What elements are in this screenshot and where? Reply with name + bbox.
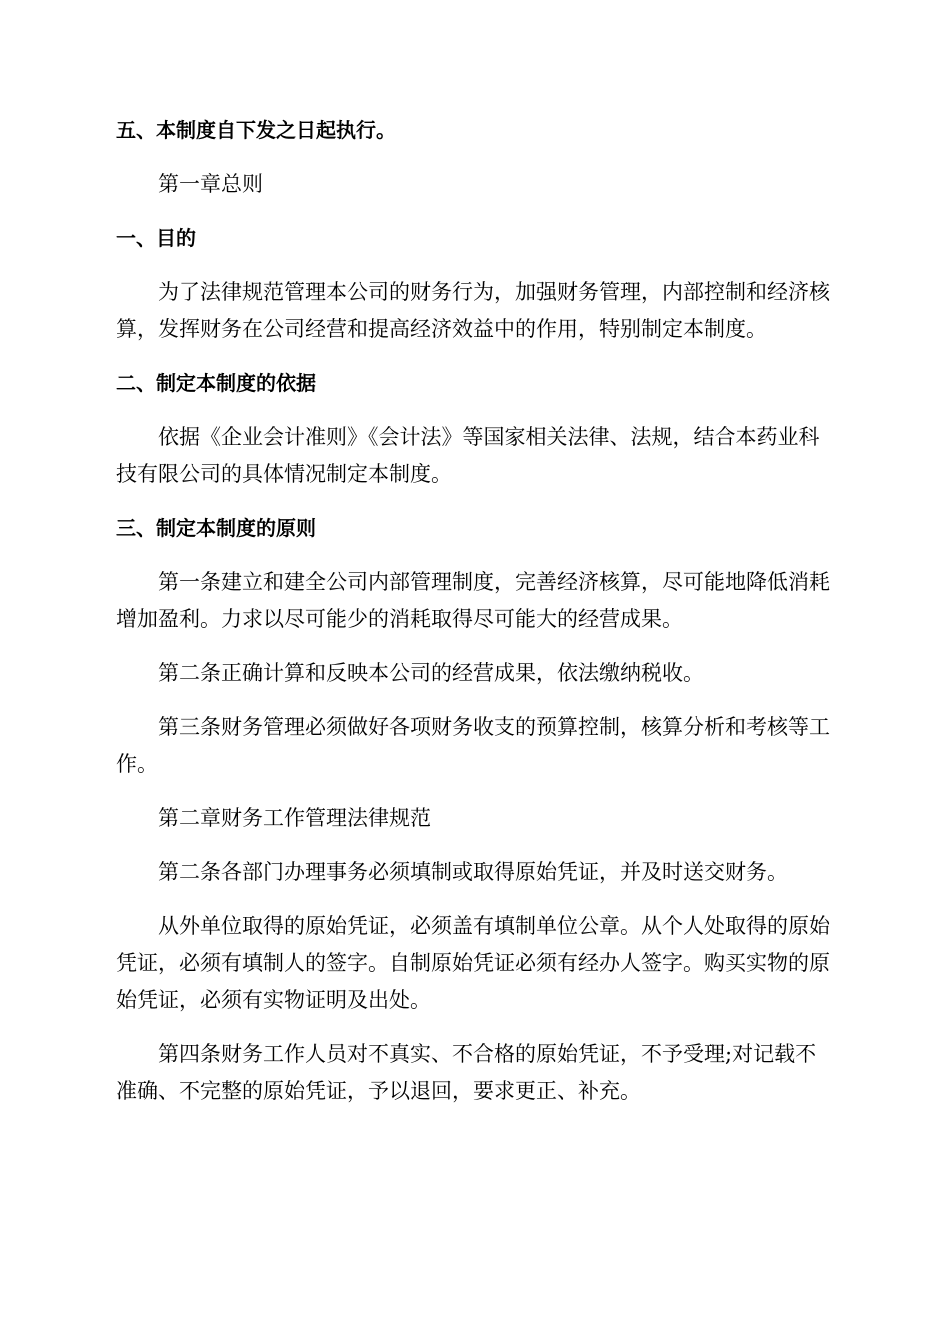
chapter-2-title: 第二章财务工作管理法律规范 [158, 806, 431, 830]
paragraph-article-1: 第一条建立和建全公司内部管理制度，完善经济核算，尽可能地降低消耗增加盈利。力求以尽可能少的消耗取得尽可能大的经营成果。 [116, 570, 830, 631]
paragraph-purpose: 为了法律规范管理本公司的财务行为，加强财务管理，内部控制和经济核算，发挥财务在公司经营和提高经济效益中的作用，特别制定本制度。 [116, 280, 830, 341]
paragraph-article-2: 第二条正确计算和反映本公司的经营成果，依法缴纳税收。 [158, 661, 704, 685]
document-page [116, 112, 832, 1110]
paragraph-article-3: 第三条财务管理必须做好各项财务收支的预算控制，核算分析和考核等工作。 [116, 715, 830, 776]
heading-effective-date: 五、本制度自下发之日起执行。 [116, 118, 396, 142]
paragraph-original-vouchers: 从外单位取得的原始凭证，必须盖有填制单位公章。从个人处取得的原始凭证，必须有填制人的签字。自制原始凭证必须有经办人签字。购买实物的原始凭证，必须有实物证明及出处。 [116, 914, 830, 1012]
paragraph-basis: 依据《企业会计准则》《会计法》等国家相关法律、法规，结合本药业科技有限公司的具体情况制定本制度。 [116, 425, 820, 486]
paragraph-article-2b: 第二条各部门办理事务必须填制或取得原始凭证，并及时送交财务。 [158, 860, 788, 884]
heading-principles: 三、制定本制度的原则 [116, 516, 316, 540]
chapter-1-title: 第一章总则 [158, 172, 263, 196]
heading-purpose: 一、目的 [116, 226, 196, 250]
heading-basis: 二、制定本制度的依据 [116, 371, 316, 395]
paragraph-article-4: 第四条财务工作人员对不真实、不合格的原始凭证，不予受理;对记载不准确、不完整的原始凭证，予以退回，要求更正、补充。 [116, 1042, 817, 1103]
